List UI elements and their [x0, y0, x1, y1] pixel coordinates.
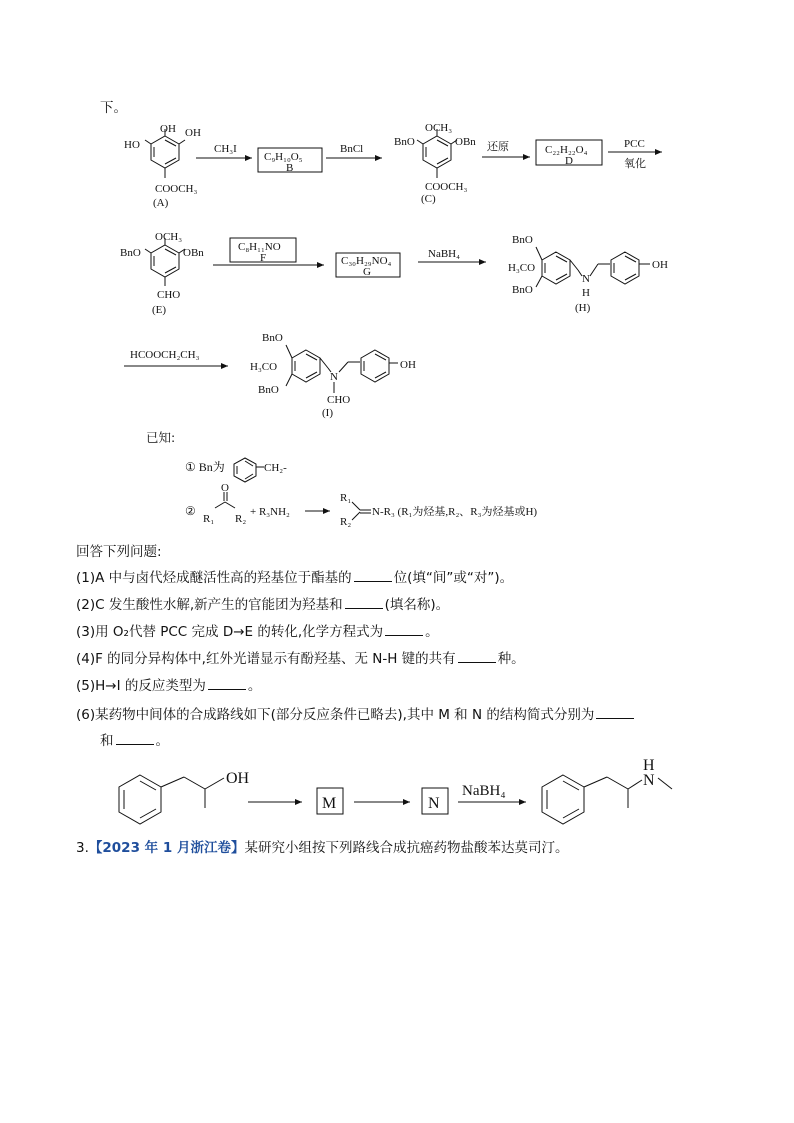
a-oh-left: OH [160, 123, 176, 135]
d-label: D [565, 155, 573, 167]
compound-a-ring [151, 136, 179, 168]
e-och3: OCH₃ [155, 231, 183, 243]
section-3-text: 某研究小组按下列路线合成抗癌药物盐酸苯达莫司汀。 [244, 840, 569, 856]
section-3-source: 【2023 年 1 月浙江卷】 [88, 840, 245, 856]
q3-text: (3)用 O₂代替 PCC 完成 D→E 的转化,化学方程式为 [76, 624, 384, 640]
i-n: N [330, 371, 338, 383]
known-product-r2: R₂ [340, 516, 352, 528]
question-6-cont [100, 729, 169, 749]
q6-blank-m[interactable] [596, 706, 634, 719]
i-h3co: H₃CO [250, 361, 278, 373]
known-r2: R₂ [235, 513, 247, 525]
g-formula: C₃₀H₂₉NO₄ [341, 255, 392, 267]
reagent-bncl: BnCl [340, 143, 364, 155]
b-label: B [286, 162, 294, 174]
q5-blank[interactable] [208, 677, 246, 690]
h-h3co: H₃CO [508, 262, 536, 274]
questions-lead: 回答下列问题: [76, 544, 162, 560]
q2-text-end: (填名称)。 [384, 597, 450, 613]
known-item2-num: ② [185, 504, 196, 518]
i-label: (I) [322, 407, 333, 419]
a-oh-right: OH [185, 127, 201, 139]
known-item1-suffix: CH₂- [264, 462, 287, 474]
q1-text: (1)A 中与卤代烃成醚活性高的羟基位于酯基的 [76, 570, 352, 586]
known-item1-prefix: ① Bn为 [185, 460, 225, 474]
d-formula: C₂₂H₂₂O₄ [545, 144, 588, 156]
q5-text-end: 。 [247, 678, 262, 694]
q4-blank[interactable] [458, 650, 496, 663]
reagent-nabh4: NaBH₄ [428, 248, 460, 260]
e-bno: BnO [120, 247, 141, 259]
known-o: O [221, 482, 229, 494]
q6-text: (6)某药物中间体的合成路线如下(部分反应条件已略去),其中 M 和 N 的结构简式分别为 [76, 707, 595, 723]
q6-blank-n[interactable] [116, 732, 154, 745]
box-m-label: M [322, 795, 337, 812]
f-label: F [260, 252, 267, 264]
route-product-h: H [643, 757, 655, 774]
h-label: (H) [575, 302, 591, 314]
q1-text-end: 位(填“间”或“对”)。 [393, 570, 514, 586]
reagent-pcc: PCC [624, 138, 645, 150]
f-formula: C₈H₁₁NO [238, 241, 281, 253]
h-bno-bottom: BnO [512, 284, 533, 296]
q6-and: 和 [100, 733, 114, 749]
a-ho: HO [124, 139, 140, 151]
question-3 [76, 620, 439, 640]
q3-text-end: 。 [425, 624, 439, 640]
question-5 [76, 674, 261, 694]
i-bno-top: BnO [262, 332, 283, 344]
q4-text-end: 种。 [497, 651, 525, 667]
question-1 [76, 566, 513, 586]
q6-text-end: 。 [155, 733, 169, 749]
compound-h-ring [542, 252, 570, 284]
reagent-reduce: 还原 [487, 141, 509, 153]
box-n-label: N [428, 795, 440, 812]
section-3-number: 3. [76, 840, 89, 856]
e-cho: CHO [157, 289, 181, 301]
route-product-benzene [542, 775, 584, 824]
c-bno: BnO [394, 136, 415, 148]
q1-blank[interactable] [354, 569, 392, 582]
b-formula: C₉H₁₀O₅ [264, 151, 303, 163]
h-n: N [582, 273, 590, 285]
q2-text: (2)C 发生酸性水解,新产生的官能团为羟基和 [76, 597, 343, 613]
route-product-n: N [643, 772, 655, 789]
q5-text: (5)H→I 的反应类型为 [76, 678, 206, 694]
compound-e-ring [151, 245, 179, 277]
i-bno-bottom: BnO [258, 384, 279, 396]
known-product: N-R₃ (R₁为烃基,R₂、R₃为烃基或H) [372, 506, 538, 518]
q3-blank[interactable] [385, 623, 423, 636]
i-oh: OH [400, 359, 416, 371]
g-label: G [363, 266, 371, 278]
route-start-benzene [119, 775, 161, 824]
c-och3: OCH₃ [425, 122, 453, 134]
e-label: (E) [152, 304, 167, 316]
c-obn: OBn [455, 136, 476, 148]
reagent-hcooet: HCOOCH₂CH₃ [130, 349, 200, 361]
compound-h-phenol-ring [611, 252, 639, 284]
question-2 [76, 593, 449, 613]
q4-text: (4)F 的同分异构体中,红外光谱显示有酚羟基、无 N-H 键的共有 [76, 651, 456, 667]
reagent-oxidize: 氧化 [624, 158, 646, 170]
compound-i-phenol-ring [361, 350, 389, 382]
e-obn: OBn [183, 247, 204, 259]
h-bno-top: BnO [512, 234, 533, 246]
c-ester: COOCH₃ [425, 181, 468, 193]
route-oh: OH [226, 770, 250, 787]
compound-c-ring [423, 136, 451, 168]
h-h: H [582, 287, 590, 299]
i-cho: CHO [327, 394, 351, 406]
compound-i-ring [292, 350, 320, 382]
a-label: (A) [153, 197, 169, 209]
question-6 [76, 703, 636, 723]
c-label: (C) [421, 193, 436, 205]
known-r1: R₁ [203, 513, 215, 525]
known-plus-amine: + R₃NH₂ [250, 506, 290, 518]
known-heading: 已知: [146, 430, 176, 445]
section-3 [76, 836, 568, 856]
q2-blank[interactable] [345, 596, 383, 609]
known-product-r1: R₁ [340, 492, 352, 504]
route-reagent: NaBH₄ [462, 783, 506, 799]
question-4 [76, 647, 525, 667]
reagent-ch3i: CH₃I [214, 143, 237, 155]
h-oh: OH [652, 259, 668, 271]
intro-tail: 下。 [100, 100, 127, 116]
a-ester: COOCH₃ [155, 183, 198, 195]
